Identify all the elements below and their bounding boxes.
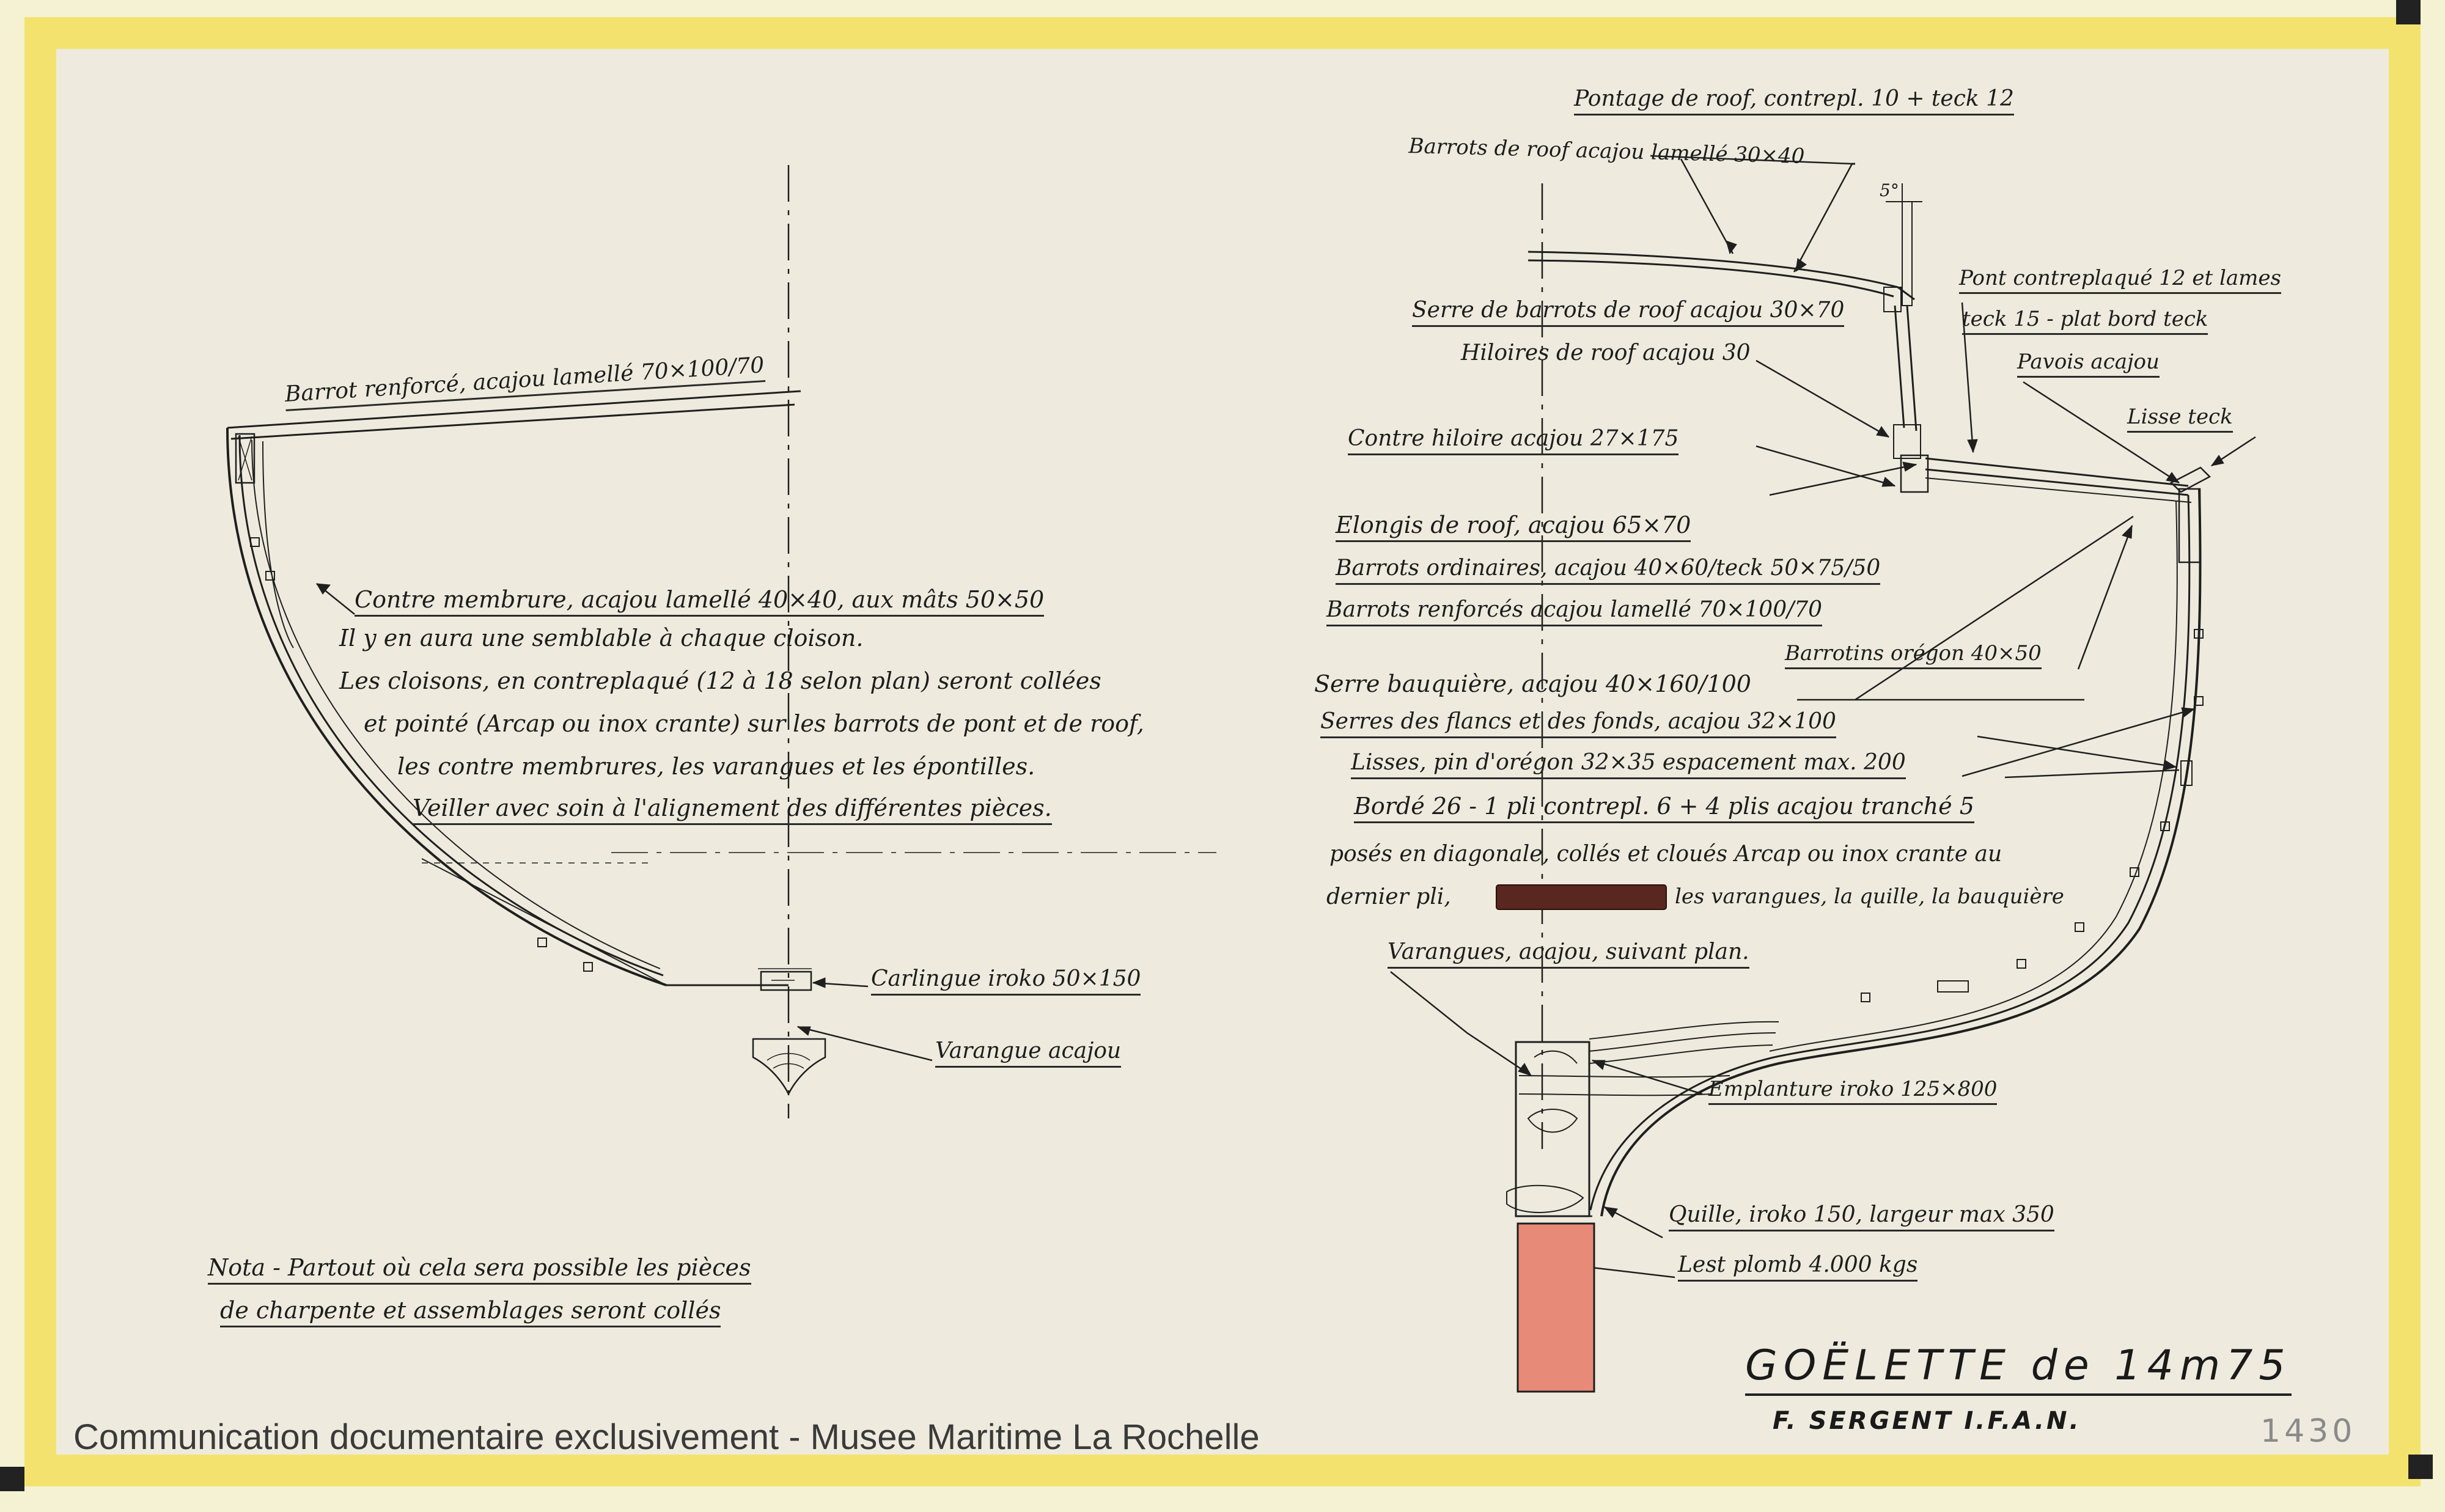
quille-label: Quille, iroko 150, largeur max 350 [1669,1204,2054,1231]
carlingue-label: Carlingue iroko 50×150 [871,968,1141,996]
lest-label: Lest plomb 4.000 kgs [1678,1254,1917,1282]
left-hull-outer [227,428,666,985]
emplanture-label: Emplanture iroko 125×800 [1708,1079,1997,1105]
serres-flancs-label: Serres des flancs et des fonds, acajou 32×100 [1320,711,1836,738]
dernier-pli-label: dernier pli, [1326,884,1451,909]
nota-line-2: de charpente et assemblages seront collés [220,1299,721,1327]
nota-line-1: Nota - Partout où cela sera possible les pièces [208,1256,751,1285]
varangues-acajou-label: Varangues, acajou, suivant plan. [1388,941,1749,969]
borde-label: Bordé 26 - 1 pli contrepl. 6 + 4 plis acajou tranché 5 [1354,795,1974,823]
drawing-author: F. SERGENT I.F.A.N. [1773,1407,2081,1435]
membrures-note: les contre membrures, les varangues et les épontilles. [397,753,1035,780]
redaction-bar [1496,885,1666,909]
hiloire [1895,306,1904,428]
sheet-number: 1430 [2260,1413,2356,1450]
carlingue-section [761,972,811,990]
serre-barrots-label: Serre de barrots de roof acajou 30×70 [1412,299,1844,327]
barrots-renforces-label: Barrots renforcés acajou lamellé 70×100/70 [1326,599,1822,626]
barrot-label: Barrot renforcé, acajou lamellé 70×100/70 [284,354,765,411]
lisses-label: Lisses, pin d'orégon 32×35 espacement max. 200 [1351,752,1906,779]
contre-hiloire-label: Contre hiloire acajou 27×175 [1348,428,1678,455]
contre-membrure-note: Contre membrure, acajou lamellé 40×40, aux mâts 50×50 [355,588,1044,617]
diagonale-label: posés en diagonale, collés et cloués Arcap ou inox crante au [1329,842,2002,867]
pavois-label: Pavois acajou [2017,351,2160,378]
hiloire-extension [1902,202,1912,306]
varangues-quille-label: les varangues, la quille, la bauquière [1675,884,2064,909]
roof-deck [1528,252,1898,287]
pointe-note: et pointé (Arcap ou inox crante) sur les barrots de pont et de roof, [364,710,1144,737]
barrotins-label: Barrotins orégon 40×50 [1785,643,2042,669]
quille-section [1507,1186,1583,1213]
angle-label: 5° [1880,180,1899,200]
lead-ballast [1518,1224,1594,1392]
drawing-title: GOËLETTE de 14m75 [1745,1341,2292,1396]
hiloires-label: Hiloires de roof acajou 30 [1461,340,1751,365]
pont-label: Pont contreplaqué 12 et lames [1959,268,2281,294]
elongis-label: Elongis de roof, acajou 65×70 [1336,513,1691,542]
varangue-label: Varangue acajou [935,1040,1121,1068]
cloison-note: Il y en aura une semblable à chaque cloison. [339,625,864,651]
copyright-footer: Communication documentaire exclusivement - Musee Maritime La Rochelle [73,1417,1260,1457]
cloisons-note: Les cloisons, en contreplaqué (12 à 18 selon plan) seront collées [339,667,1101,694]
pontage-label: Pontage de roof, contrepl. 10 + teck 12 [1574,88,2014,116]
serre-bauquiere-label: Serre bauquière, acajou 40×160/100 [1314,670,1751,697]
barrots-ordinaires-label: Barrots ordinaires, acajou 40×60/teck 50×75/50 [1336,557,1880,585]
lisse-teck-label: Lisse teck [2127,406,2233,433]
barrots-roof-label: Barrots de roof acajou lamellé 30×40 [1408,134,1805,169]
alignement-note: Veiller avec soin à l'alignement des différentes pièces. [413,796,1052,825]
teck-label: teck 15 - plat bord teck [1962,309,2208,335]
